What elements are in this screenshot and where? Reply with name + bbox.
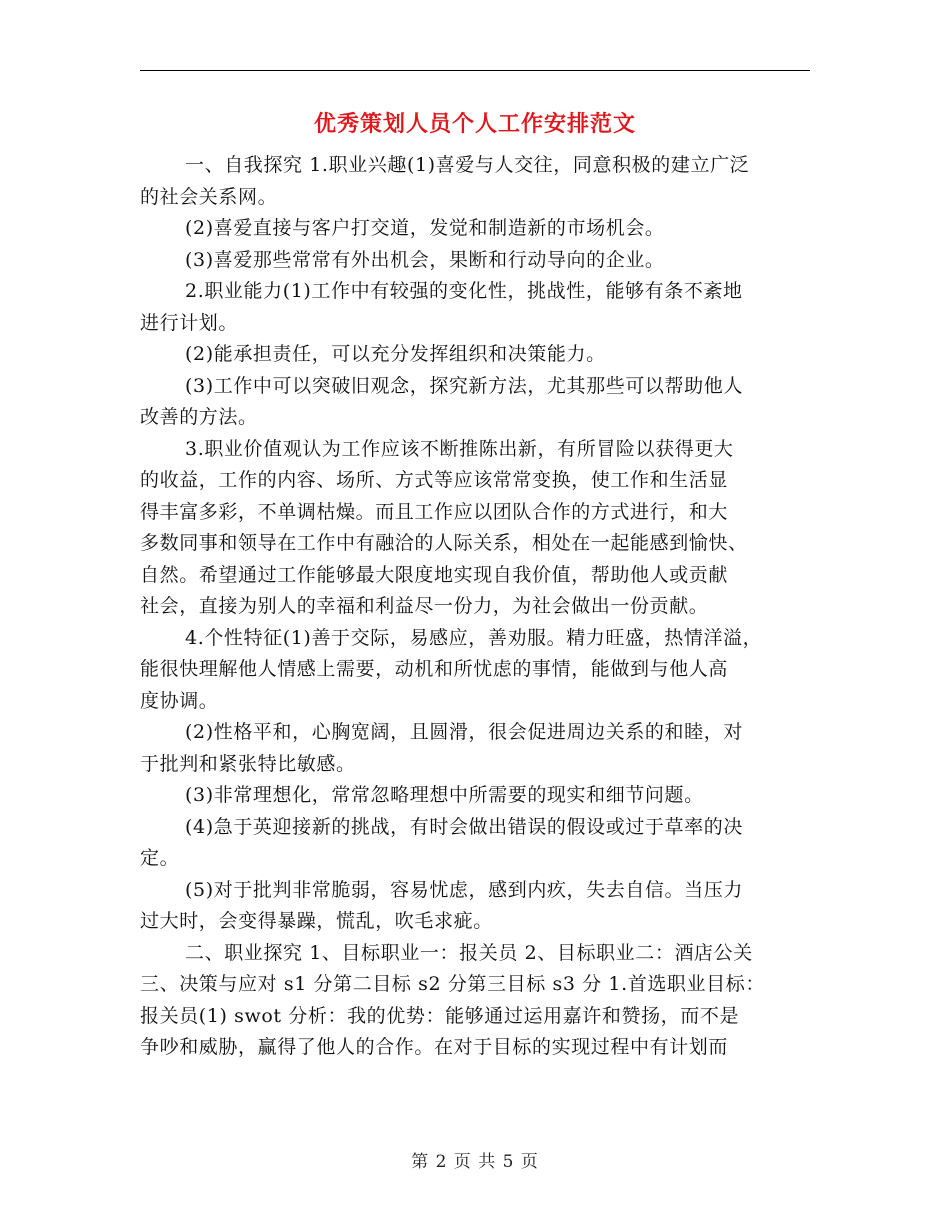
text-line: 得丰富多彩，不单调枯燥。而且工作应以团队合作的方式进行，和大	[140, 500, 729, 523]
text-line: 过大时，会变得暴躁，慌乱，吹毛求疵。	[140, 910, 493, 932]
text-line: 二、职业探究 1、目标职业一：报关员 2、目标职业二：酒店公关	[185, 941, 753, 964]
text-line: (3)工作中可以突破旧观念，探究新方法，尤其那些可以帮助他人	[185, 374, 743, 397]
text-line: (2)性格平和，心胸宽阔，且圆滑，很会促进周边关系的和睦，对	[185, 721, 743, 743]
document-title: 优秀策划人员个人工作安排范文	[313, 112, 636, 137]
text-line: 4.个性特征(1)善于交际，易感应，善劝服。精力旺盛，热情洋溢，	[185, 626, 763, 649]
text-line: (3)喜爱那些常常有外出机会，果断和行动导向的企业。	[185, 248, 665, 271]
text-line: 报关员(1) swot 分析：我的优势：能够通过运用嘉许和赞扬，而不是	[140, 1004, 740, 1027]
text-line: 三、决策与应对 s1 分第二目标 s2 分第三目标 s3 分 1.首选职业目标：	[140, 973, 765, 995]
text-line: (2)能承担责任，可以充分发挥组织和决策能力。	[185, 343, 606, 365]
text-line: 一、自我探究 1.职业兴趣(1)喜爱与人交往，同意积极的建立广泛	[185, 154, 750, 176]
header-rule	[140, 70, 810, 71]
text-line: 度协调。	[140, 689, 219, 712]
text-line: 进行计划。	[140, 311, 239, 334]
text-line: (3)非常理想化，常常忽略理想中所需要的现实和细节问题。	[185, 784, 704, 806]
text-line: 于批判和紧张特比敏感。	[140, 752, 356, 775]
text-line: (2)喜爱直接与客户打交道，发觉和制造新的市场机会。	[185, 217, 665, 239]
text-line: (4)急于英迎接新的挑战，有时会做出错误的假设或过于草率的决	[185, 815, 743, 838]
text-line: 3.职业价值观认为工作应该不断推陈出新，有所冒险以获得更大	[185, 437, 734, 460]
page-number: 第 2 页 共 5 页	[411, 1152, 539, 1172]
text-line: (5)对于批判非常脆弱，容易忧虑，感到内疚，失去自信。当压力	[185, 878, 743, 901]
text-line: 定。	[140, 847, 180, 869]
document-body	[140, 150, 810, 1064]
text-line: 的收益，工作的内容、场所、方式等应该常常变换，使工作和生活显	[140, 469, 729, 491]
text-line: 争吵和威胁，赢得了他人的合作。在对于目标的实现过程中有计划而	[140, 1036, 729, 1058]
text-line: 2.职业能力(1)工作中有较强的变化性，挑战性，能够有条不紊地	[185, 280, 743, 302]
text-line: 社会，直接为别人的幸福和利益尽一份力，为社会做出一份贡献。	[140, 595, 709, 617]
text-line: 自然。希望通过工作能够最大限度地实现自我价值，帮助他人或贡献	[140, 563, 729, 586]
text-line: 能很快理解他人情感上需要，动机和所忧虑的事情，能做到与他人高	[140, 658, 729, 680]
text-line: 的社会关系网。	[140, 185, 278, 208]
text-line: 多数同事和领导在工作中有融洽的人际关系，相处在一起能感到愉快、	[140, 532, 748, 554]
text-line: 改善的方法。	[140, 406, 258, 428]
